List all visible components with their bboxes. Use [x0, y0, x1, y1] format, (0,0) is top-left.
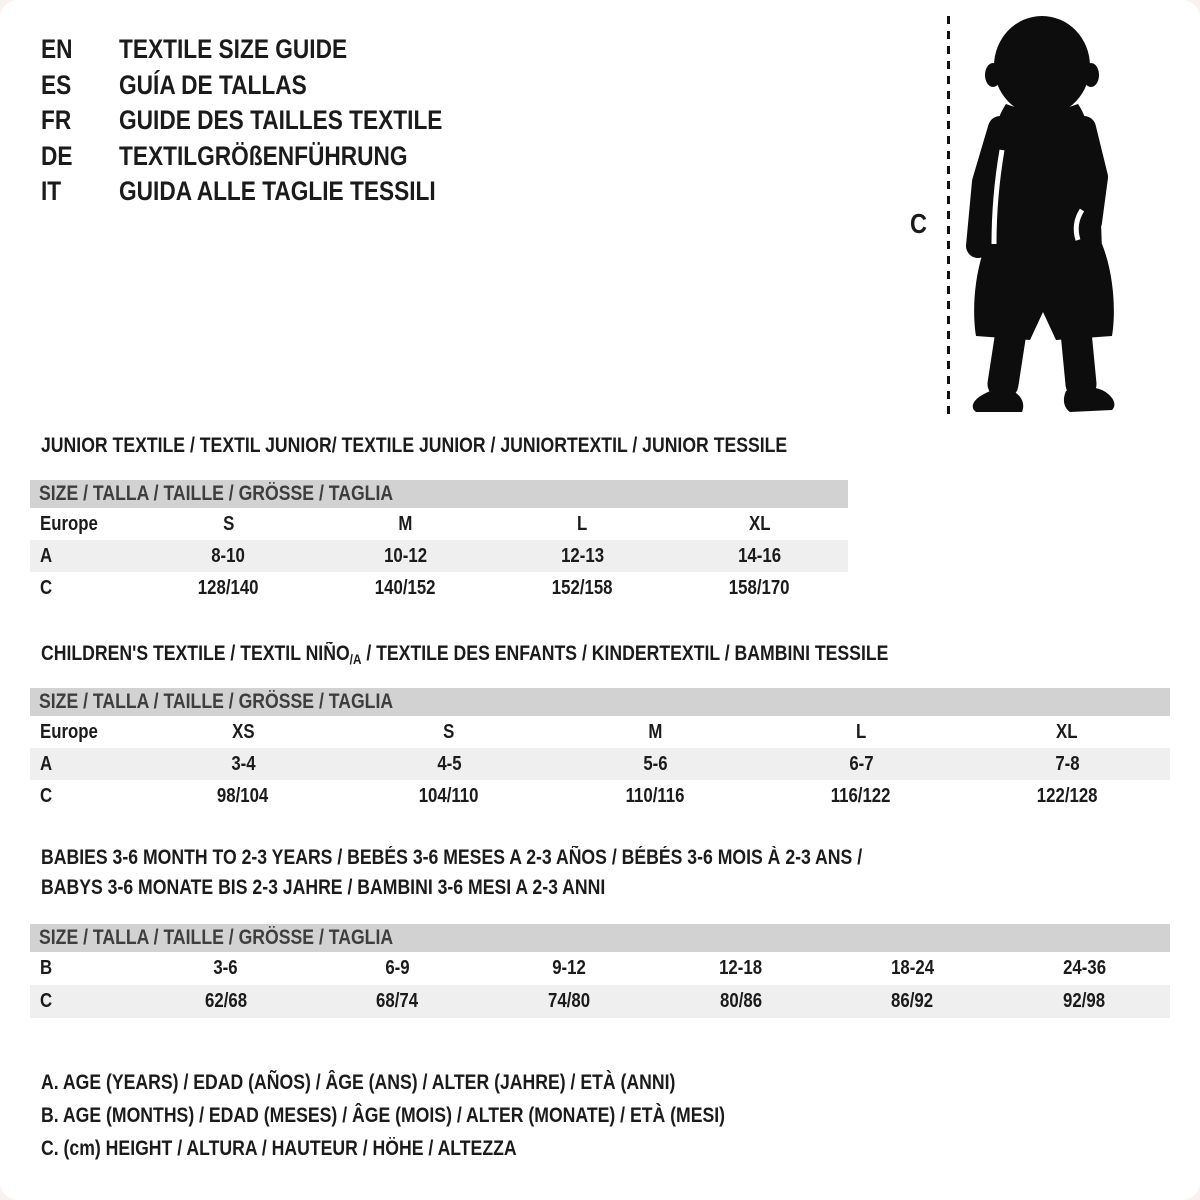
junior-size-header-bar: SIZE / TALLA / TAILLE / GRÖSSE / TAGLIA — [30, 480, 848, 508]
row-label: C — [40, 990, 53, 1012]
age-cell: 18-24 — [890, 957, 934, 979]
size-cell: XS — [231, 720, 255, 743]
height-cell: 140/152 — [375, 576, 436, 599]
row-label: Europe — [40, 512, 98, 535]
language-title: GUÍA DE TALLAS — [119, 69, 307, 100]
language-row-it — [41, 174, 504, 210]
language-code: IT — [41, 176, 62, 207]
height-dashed-line — [947, 16, 950, 414]
nino-a-subscript: /A — [349, 651, 362, 667]
children-size-table — [30, 688, 1170, 812]
table-row-europe — [30, 508, 848, 540]
babies-size-table — [30, 924, 1170, 1018]
table-row-height — [30, 572, 848, 604]
language-code: EN — [41, 34, 73, 65]
size-cell: L — [577, 512, 588, 535]
language-code: ES — [41, 69, 72, 100]
language-row-fr — [41, 103, 504, 139]
measure-c-label: C — [910, 208, 927, 239]
babies-size-header-bar: SIZE / TALLA / TAILLE / GRÖSSE / TAGLIA — [30, 924, 1170, 952]
height-cell: 122/128 — [1036, 784, 1098, 807]
language-code: DE — [41, 140, 73, 171]
row-label: A — [40, 752, 53, 775]
size-cell: M — [647, 720, 662, 743]
row-label: A — [40, 544, 53, 567]
language-row-es — [41, 68, 504, 104]
age-cell: 3-6 — [213, 957, 238, 979]
language-title-list — [41, 32, 504, 210]
row-label: Europe — [40, 720, 98, 743]
children-size-header-bar: SIZE / TALLA / TAILLE / GRÖSSE / TAGLIA — [30, 688, 1170, 716]
language-title: TEXTILGRÖßENFÜHRUNG — [119, 140, 408, 171]
legend-line-a: A. AGE (YEARS) / EDAD (AÑOS) / ÂGE (ANS) / ALTER (JAHRE) / ETÀ (ANNI) — [41, 1071, 676, 1094]
table-row-age-years — [30, 748, 1170, 780]
height-cell: 116/122 — [831, 784, 891, 807]
age-cell: 8-10 — [211, 544, 246, 567]
age-cell: 12-18 — [719, 957, 763, 979]
age-cell: 6-9 — [385, 957, 410, 979]
height-cell: 74/80 — [548, 990, 591, 1012]
table-row-europe — [30, 716, 1170, 748]
junior-table — [30, 508, 848, 604]
height-cell: 110/116 — [625, 784, 685, 807]
row-label: B — [40, 957, 53, 979]
legend-line-c: C. (cm) HEIGHT / ALTURA / HAUTEUR / HÖHE / ALTEZZA — [41, 1137, 517, 1160]
height-cell: 92/98 — [1063, 990, 1106, 1012]
junior-size-table — [30, 480, 848, 604]
row-label: C — [40, 784, 53, 807]
height-cell: 158/170 — [729, 576, 790, 599]
language-row-de — [41, 139, 504, 175]
age-cell: 12-13 — [561, 544, 604, 567]
age-cell: 6-7 — [848, 752, 874, 775]
age-cell: 4-5 — [436, 752, 462, 775]
children-table — [30, 716, 1170, 812]
age-cell: 3-4 — [230, 752, 256, 775]
age-cell: 24-36 — [1062, 957, 1106, 979]
row-label: C — [40, 576, 53, 599]
language-row-en — [41, 32, 504, 68]
height-cell: 98/104 — [217, 784, 269, 807]
size-cell: S — [222, 512, 235, 535]
table-row-age-years — [30, 540, 848, 572]
size-cell: XL — [1056, 720, 1078, 743]
height-cell: 68/74 — [376, 990, 419, 1012]
legend — [41, 1066, 855, 1165]
language-title: GUIDE DES TAILLES TEXTILE — [119, 105, 443, 136]
age-cell: 9-12 — [552, 957, 586, 979]
language-code: FR — [41, 105, 72, 136]
children-section-heading: CHILDREN'S TEXTILE / TEXTIL NIÑO/A / TEXTILE DES ENFANTS / KINDERTEXTIL / BAMBINI TESSILE — [41, 642, 889, 667]
legend-line-b: B. AGE (MONTHS) / EDAD (MESES) / ÂGE (MOIS) / ALTER (MONATE) / ETÀ (MESI) — [41, 1104, 726, 1127]
height-cell: 128/140 — [198, 576, 259, 599]
height-cell: 152/158 — [552, 576, 613, 599]
baby-silhouette-icon — [956, 12, 1136, 414]
table-row-age-months — [30, 952, 1170, 985]
size-cell: S — [443, 720, 455, 743]
height-cell: 104/110 — [419, 784, 479, 807]
age-cell: 5-6 — [642, 752, 668, 775]
age-cell: 7-8 — [1054, 752, 1080, 775]
age-cell: 14-16 — [738, 544, 781, 567]
babies-section-heading: BABIES 3-6 MONTH TO 2-3 YEARS / BEBÉS 3-6 MESES A 2-3 AÑOS / BÉBÉS 3-6 MOIS À 2-3 ANS / BABYS 3-6 MONATE BIS 2-3 JAHRE / BAMBINI 3-6 MESI A 2-3 ANNI — [41, 846, 863, 899]
table-row-height — [30, 780, 1170, 812]
table-row-height — [30, 985, 1170, 1018]
size-cell: XL — [748, 512, 771, 535]
height-cell: 62/68 — [204, 990, 247, 1012]
babies-table — [30, 952, 1170, 1018]
age-cell: 10-12 — [384, 544, 427, 567]
size-cell: L — [855, 720, 867, 743]
height-cell: 86/92 — [891, 990, 934, 1012]
language-title: TEXTILE SIZE GUIDE — [119, 34, 348, 65]
language-title: GUIDA ALLE TAGLIE TESSILI — [119, 176, 436, 207]
height-cell: 80/86 — [719, 990, 762, 1012]
size-cell: M — [398, 512, 413, 535]
junior-section-heading: JUNIOR TEXTILE / TEXTIL JUNIOR/ TEXTILE JUNIOR / JUNIORTEXTIL / JUNIOR TESSILE — [41, 434, 788, 457]
